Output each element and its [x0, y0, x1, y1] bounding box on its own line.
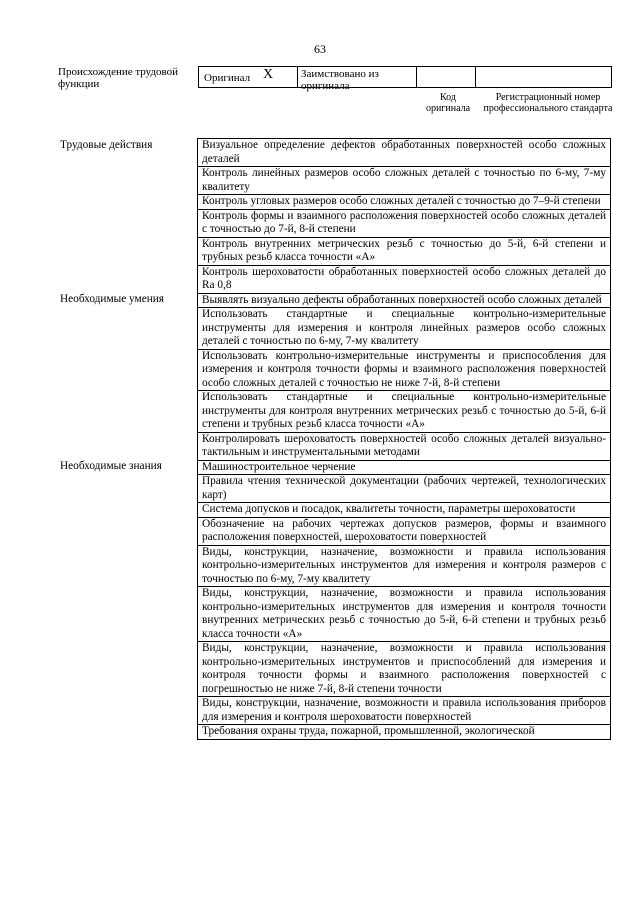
- section-item: Использовать контрольно-измерительные инструменты и приспособления для измерения и контроля точности формы и взаимного расположения поверхностей особо сложных деталей с точностью не ниже 7-й, 8-й степени: [198, 349, 611, 391]
- code-caption: Код оригинала: [425, 92, 471, 114]
- page-number: 63: [314, 42, 326, 56]
- section-item: Контроль формы и взаимного расположения поверхностей особо сложных деталей с точностью до 7-й, 8-й степени: [198, 209, 611, 237]
- reg-number-cell: [475, 66, 612, 88]
- section-item: Контроль линейных размеров особо сложных деталей с точностью по 6-му, 7-му квалитету: [198, 167, 611, 195]
- section-item: Обозначение на рабочих чертежах допусков размеров, формы и взаимного расположения поверхностей, шероховатости поверхностей: [198, 517, 611, 545]
- section-item: Визуальное определение дефектов обработанных поверхностей особо сложных деталей: [198, 139, 611, 167]
- section-item: Виды, конструкции, назначение, возможности и правила использования контрольно-измерительных инструментов и приспособлений для измерения и контроля точности формы и взаимного расположения поверхностей с погрешностью не ниже 7-й, 8-й степени точности: [198, 642, 611, 697]
- section-item: Контролировать шероховатость поверхностей особо сложных деталей визуально-тактильным и инструментальными методами: [198, 432, 611, 460]
- section-title: Необходимые знания: [60, 460, 162, 472]
- section-item: Выявлять визуально дефекты обработанных поверхностей особо сложных деталей: [198, 293, 611, 308]
- section-item: Контроль внутренних метрических резьб с точностью до 5-й, 6-й степени и трубных резьб класса точности «А»: [198, 237, 611, 265]
- section-title: Трудовые действия: [60, 138, 153, 151]
- section-item: Использовать стандартные и специальные контрольно-измерительные инструменты для измерения и контроля линейных размеров особо сложных деталей с точностью по 6-му, 7-му квалитету: [198, 308, 611, 350]
- original-label: Оригинал: [204, 72, 251, 84]
- table-row: [56, 139, 611, 167]
- section-item: Требования охраны труда, пожарной, промышленной, экологической: [198, 725, 611, 740]
- labor-function-table: [56, 138, 611, 740]
- borrowed-label: Заимствовано из оригинала: [301, 68, 379, 92]
- table-row: [56, 293, 611, 308]
- original-cell: [198, 66, 298, 88]
- original-mark: X: [263, 67, 274, 82]
- section-item: Система допусков и посадок, квалитеты точности, параметры шероховатости: [198, 503, 611, 518]
- section-item: Контроль угловых размеров особо сложных деталей с точностью до 7–9-й степени: [198, 195, 611, 210]
- table-row: [56, 460, 611, 475]
- reg-number-caption: Регистрационный номер профессионального стандарта: [483, 92, 613, 114]
- section-item: Виды, конструкции, назначение, возможности и правила использования контрольно-измерительных инструментов для измерения и контроля размеров с точностью по 6-му, 7-му квалитету: [198, 545, 611, 587]
- section-item: Виды, конструкции, назначение, возможности и правила использования контрольно-измерительных инструментов для измерения и контроля точности внутренних метрических резьб с точностью до 5-й, 6-й степени и трубных резьб класса точности «А»: [198, 587, 611, 642]
- section-item: Контроль шероховатости обработанных поверхностей особо сложных деталей до Ra 0,8: [198, 265, 611, 293]
- section-item: Машиностроительное черчение: [198, 460, 611, 475]
- section-title: Необходимые умения: [60, 293, 164, 305]
- section-item: Правила чтения технической документации (рабочих чертежей, технологических карт): [198, 475, 611, 503]
- borrowed-cell: [297, 66, 417, 92]
- code-cell: [416, 66, 476, 88]
- origin-label: Происхождение трудовой функции: [58, 66, 179, 90]
- section-item: Виды, конструкции, назначение, возможности и правила использования приборов для измерения и контроля шероховатости поверхностей: [198, 697, 611, 725]
- section-item: Использовать стандартные и специальные контрольно-измерительные инструменты для контроля внутренних метрических резьб с точностью до 5-й, 6-й степени и трубных резьб класса точности «А»: [198, 391, 611, 433]
